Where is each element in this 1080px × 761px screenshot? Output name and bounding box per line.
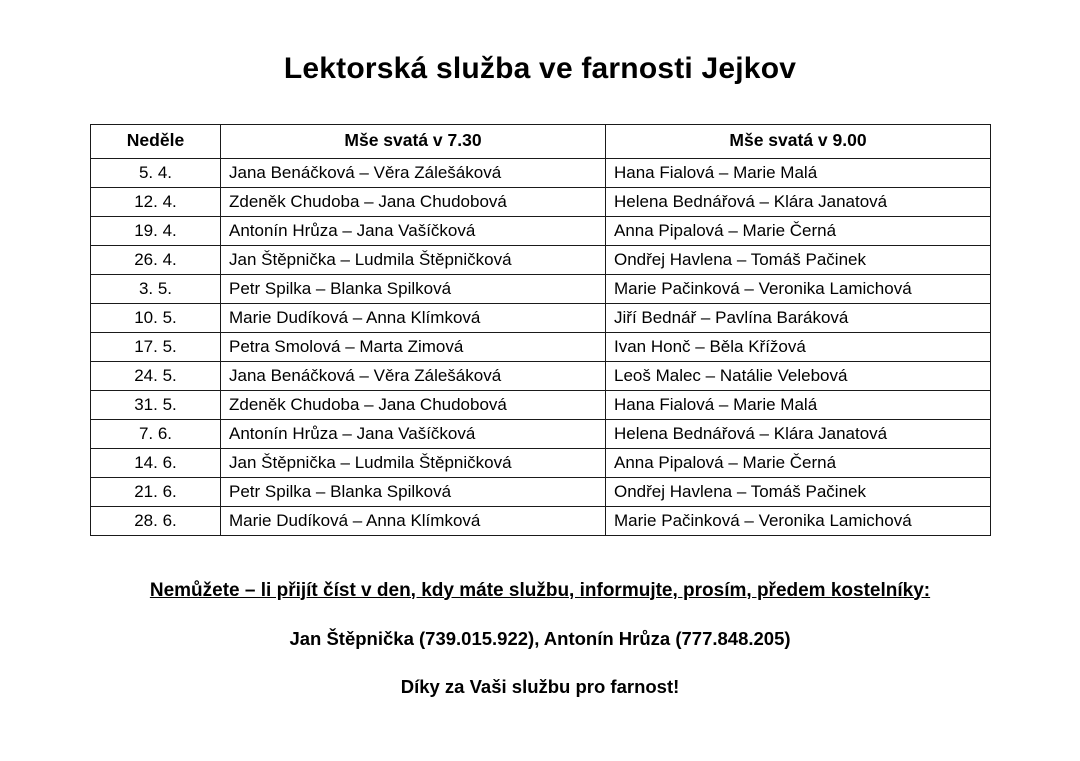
cell-lectors-900: Hana Fialová – Marie Malá — [606, 390, 991, 419]
cell-lectors-900: Marie Pačinková – Veronika Lamichová — [606, 274, 991, 303]
table-row — [91, 274, 991, 303]
cell-date: 26. 4. — [91, 245, 221, 274]
table-row — [91, 216, 991, 245]
page-title: Lektorská služba ve farnosti Jejkov — [283, 52, 797, 85]
schedule-table-wrapper — [90, 124, 990, 536]
cell-date: 31. 5. — [91, 390, 221, 419]
cell-date: 7. 6. — [91, 419, 221, 448]
table-body — [91, 158, 991, 535]
cell-lectors-730: Zdeněk Chudoba – Jana Chudobová — [221, 390, 606, 419]
cell-lectors-730: Zdeněk Chudoba – Jana Chudobová — [221, 187, 606, 216]
cell-date: 14. 6. — [91, 448, 221, 477]
cell-lectors-730: Jan Štěpnička – Ludmila Štěpničková — [221, 448, 606, 477]
cell-lectors-730: Jana Benáčková – Věra Zálešáková — [221, 361, 606, 390]
schedule-table — [90, 124, 991, 536]
table-header — [91, 125, 991, 159]
cell-date: 17. 5. — [91, 332, 221, 361]
cell-date: 28. 6. — [91, 506, 221, 535]
cell-date: 10. 5. — [91, 303, 221, 332]
table-row — [91, 419, 991, 448]
cell-lectors-730: Antonín Hrůza – Jana Vašíčková — [221, 216, 606, 245]
cell-lectors-730: Petr Spilka – Blanka Spilková — [221, 477, 606, 506]
cell-lectors-900: Anna Pipalová – Marie Černá — [606, 448, 991, 477]
cell-lectors-900: Anna Pipalová – Marie Černá — [606, 216, 991, 245]
cell-lectors-730: Jana Benáčková – Věra Zálešáková — [221, 158, 606, 187]
column-header-sunday: Neděle — [91, 125, 221, 159]
cell-lectors-730: Petra Smolová – Marta Zimová — [221, 332, 606, 361]
footer-contacts: Jan Štěpnička (739.015.922), Antonín Hrůza (777.848.205) — [289, 627, 791, 649]
cell-date: 19. 4. — [91, 216, 221, 245]
cell-lectors-900: Jiří Bednář – Pavlína Baráková — [606, 303, 991, 332]
table-row — [91, 361, 991, 390]
footer-note: Nemůžete – li přijít číst v den, kdy máte službu, informujte, prosím, předem kostelníky: — [149, 579, 931, 601]
cell-date: 5. 4. — [91, 158, 221, 187]
table-row — [91, 448, 991, 477]
cell-lectors-900: Ondřej Havlena – Tomáš Pačinek — [606, 245, 991, 274]
table-row — [91, 390, 991, 419]
table-row — [91, 187, 991, 216]
cell-date: 12. 4. — [91, 187, 221, 216]
cell-lectors-730: Marie Dudíková – Anna Klímková — [221, 506, 606, 535]
cell-lectors-730: Antonín Hrůza – Jana Vašíčková — [221, 419, 606, 448]
column-header-mass-900: Mše svatá v 9.00 — [606, 125, 991, 159]
footer-thanks: Díky za Vaši službu pro farnost! — [400, 675, 680, 697]
table-row — [91, 158, 991, 187]
table-header-row — [91, 125, 991, 159]
table-row — [91, 245, 991, 274]
table-row — [91, 506, 991, 535]
cell-lectors-900: Helena Bednářová – Klára Janatová — [606, 419, 991, 448]
cell-date: 3. 5. — [91, 274, 221, 303]
cell-lectors-730: Marie Dudíková – Anna Klímková — [221, 303, 606, 332]
table-row — [91, 332, 991, 361]
cell-lectors-730: Petr Spilka – Blanka Spilková — [221, 274, 606, 303]
cell-lectors-900: Leoš Malec – Natálie Velebová — [606, 361, 991, 390]
table-row — [91, 303, 991, 332]
cell-date: 21. 6. — [91, 477, 221, 506]
cell-lectors-900: Ivan Honč – Běla Křížová — [606, 332, 991, 361]
cell-lectors-900: Helena Bednářová – Klára Janatová — [606, 187, 991, 216]
cell-lectors-900: Hana Fialová – Marie Malá — [606, 158, 991, 187]
cell-date: 24. 5. — [91, 361, 221, 390]
column-header-mass-730: Mše svatá v 7.30 — [221, 125, 606, 159]
cell-lectors-900: Ondřej Havlena – Tomáš Pačinek — [606, 477, 991, 506]
footer-section — [0, 580, 1080, 698]
table-row — [91, 477, 991, 506]
cell-lectors-900: Marie Pačinková – Veronika Lamichová — [606, 506, 991, 535]
cell-lectors-730: Jan Štěpnička – Ludmila Štěpničková — [221, 245, 606, 274]
